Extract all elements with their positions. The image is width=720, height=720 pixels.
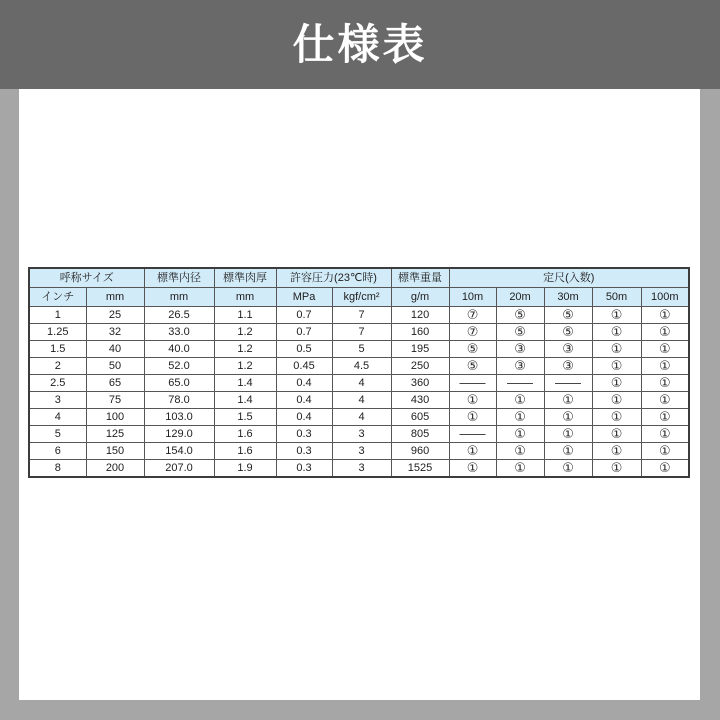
table-cell: 25	[86, 307, 144, 324]
spec-table-body	[29, 307, 689, 478]
sub-header-cell: mm	[144, 288, 214, 307]
table-cell: ①	[641, 307, 689, 324]
table-cell: ①	[496, 426, 544, 443]
table-cell: 3	[332, 460, 391, 478]
table-cell: 1.2	[214, 324, 276, 341]
table-cell: 7	[332, 324, 391, 341]
header-group-cell: 定尺(入数)	[449, 268, 689, 288]
table-cell: 52.0	[144, 358, 214, 375]
table-cell: 1.6	[214, 443, 276, 460]
table-cell: 1.4	[214, 392, 276, 409]
table-cell: 3	[332, 426, 391, 443]
table-cell: 1	[29, 307, 86, 324]
table-cell: ①	[449, 392, 496, 409]
table-row	[29, 307, 689, 324]
table-cell: ①	[449, 409, 496, 426]
header-group-cell: 標準肉厚	[214, 268, 276, 288]
table-cell: 33.0	[144, 324, 214, 341]
table-cell: ③	[496, 358, 544, 375]
table-cell: 3	[29, 392, 86, 409]
table-cell: 7	[332, 307, 391, 324]
table-cell: ①	[641, 392, 689, 409]
table-cell: 6	[29, 443, 86, 460]
header-group-cell: 呼称サイズ	[29, 268, 144, 288]
table-cell: ①	[544, 392, 592, 409]
table-cell: ①	[544, 460, 592, 478]
table-cell: 4	[332, 375, 391, 392]
table-cell: 40.0	[144, 341, 214, 358]
table-cell: ①	[641, 443, 689, 460]
table-cell: ⑤	[496, 307, 544, 324]
table-cell: 805	[391, 426, 449, 443]
content-panel	[19, 89, 700, 700]
table-cell: 200	[86, 460, 144, 478]
table-cell: 4	[332, 409, 391, 426]
table-cell: ①	[592, 375, 641, 392]
table-cell: 50	[86, 358, 144, 375]
table-cell: ①	[592, 443, 641, 460]
table-cell: ①	[641, 324, 689, 341]
table-cell: 1.5	[214, 409, 276, 426]
table-cell: 1.9	[214, 460, 276, 478]
table-cell: 605	[391, 409, 449, 426]
table-cell: 26.5	[144, 307, 214, 324]
table-cell: 2.5	[29, 375, 86, 392]
table-cell: 0.4	[276, 392, 332, 409]
table-cell: 0.3	[276, 460, 332, 478]
table-cell: ③	[496, 341, 544, 358]
table-cell: ①	[592, 409, 641, 426]
table-cell: ①	[592, 426, 641, 443]
sub-header-cell: 100m	[641, 288, 689, 307]
table-cell: 4	[332, 392, 391, 409]
spec-table-head	[29, 268, 689, 307]
table-cell: ⑤	[544, 324, 592, 341]
table-cell: ――	[496, 375, 544, 392]
table-cell: ①	[641, 409, 689, 426]
table-cell: 1.2	[214, 358, 276, 375]
table-cell: 150	[86, 443, 144, 460]
table-cell: 360	[391, 375, 449, 392]
sub-header-cell: mm	[86, 288, 144, 307]
table-cell: 100	[86, 409, 144, 426]
table-cell: 78.0	[144, 392, 214, 409]
table-cell: ⑤	[496, 324, 544, 341]
table-cell: ⑤	[449, 358, 496, 375]
sub-header-cell: 50m	[592, 288, 641, 307]
table-cell: 0.4	[276, 409, 332, 426]
table-cell: 103.0	[144, 409, 214, 426]
header-group-row	[29, 268, 689, 288]
table-cell: ①	[641, 426, 689, 443]
sub-header-cell: 10m	[449, 288, 496, 307]
table-cell: ――	[544, 375, 592, 392]
table-cell: 250	[391, 358, 449, 375]
table-cell: ①	[592, 358, 641, 375]
table-cell: ①	[592, 341, 641, 358]
table-cell: ⑤	[544, 307, 592, 324]
table-row	[29, 341, 689, 358]
table-cell: 1.6	[214, 426, 276, 443]
table-row	[29, 460, 689, 478]
table-cell: 1.4	[214, 375, 276, 392]
table-cell: 195	[391, 341, 449, 358]
table-cell: ①	[592, 324, 641, 341]
table-cell: 0.45	[276, 358, 332, 375]
table-cell: ①	[544, 409, 592, 426]
table-cell: 160	[391, 324, 449, 341]
table-cell: 65.0	[144, 375, 214, 392]
table-cell: 4.5	[332, 358, 391, 375]
table-cell: 207.0	[144, 460, 214, 478]
table-cell: ①	[544, 426, 592, 443]
table-cell: 5	[332, 341, 391, 358]
sub-header-cell: 30m	[544, 288, 592, 307]
table-cell: 2	[29, 358, 86, 375]
table-cell: 129.0	[144, 426, 214, 443]
table-cell: 8	[29, 460, 86, 478]
table-cell: ①	[641, 375, 689, 392]
table-cell: 40	[86, 341, 144, 358]
table-cell: ――	[449, 426, 496, 443]
table-row	[29, 392, 689, 409]
table-cell: ①	[592, 307, 641, 324]
table-cell: ③	[544, 358, 592, 375]
table-cell: 1.25	[29, 324, 86, 341]
spec-table	[28, 267, 690, 478]
table-cell: 65	[86, 375, 144, 392]
table-cell: ③	[544, 341, 592, 358]
table-cell: 154.0	[144, 443, 214, 460]
page-title: 仕様表	[292, 20, 428, 68]
table-cell: ①	[449, 460, 496, 478]
table-cell: 0.5	[276, 341, 332, 358]
table-row	[29, 426, 689, 443]
table-cell: 5	[29, 426, 86, 443]
table-cell: ①	[592, 392, 641, 409]
table-cell: 75	[86, 392, 144, 409]
table-cell: ①	[641, 460, 689, 478]
table-cell: 1525	[391, 460, 449, 478]
table-cell: ①	[592, 460, 641, 478]
table-cell: 0.4	[276, 375, 332, 392]
table-row	[29, 375, 689, 392]
table-cell: ⑦	[449, 307, 496, 324]
table-cell: 1.5	[29, 341, 86, 358]
table-cell: 3	[332, 443, 391, 460]
table-cell: 32	[86, 324, 144, 341]
table-cell: 125	[86, 426, 144, 443]
table-cell: 4	[29, 409, 86, 426]
table-cell: ⑤	[449, 341, 496, 358]
sub-header-cell: 20m	[496, 288, 544, 307]
sub-header-cell: MPa	[276, 288, 332, 307]
table-cell: 0.3	[276, 443, 332, 460]
table-cell: ①	[449, 443, 496, 460]
table-cell: ――	[449, 375, 496, 392]
sub-header-cell: kgf/cm²	[332, 288, 391, 307]
table-cell: ①	[496, 409, 544, 426]
table-cell: ①	[496, 460, 544, 478]
header-group-cell: 標準内径	[144, 268, 214, 288]
sub-header-cell: mm	[214, 288, 276, 307]
table-row	[29, 324, 689, 341]
table-cell: 1.1	[214, 307, 276, 324]
table-row	[29, 409, 689, 426]
table-cell: ⑦	[449, 324, 496, 341]
table-cell: 0.7	[276, 307, 332, 324]
table-cell: ①	[641, 341, 689, 358]
table-cell: 0.7	[276, 324, 332, 341]
table-cell: ①	[496, 392, 544, 409]
table-cell: 120	[391, 307, 449, 324]
sub-header-cell: インチ	[29, 288, 86, 307]
table-cell: 1.2	[214, 341, 276, 358]
table-row	[29, 358, 689, 375]
table-row	[29, 443, 689, 460]
header-group-cell: 許容圧力(23℃時)	[276, 268, 391, 288]
sub-header-cell: g/m	[391, 288, 449, 307]
table-cell: ①	[544, 443, 592, 460]
table-cell: ①	[641, 358, 689, 375]
sub-header-row	[29, 288, 689, 307]
header-group-cell: 標準重量	[391, 268, 449, 288]
table-cell: ①	[496, 443, 544, 460]
title-band	[0, 0, 720, 89]
table-cell: 960	[391, 443, 449, 460]
table-cell: 430	[391, 392, 449, 409]
table-cell: 0.3	[276, 426, 332, 443]
